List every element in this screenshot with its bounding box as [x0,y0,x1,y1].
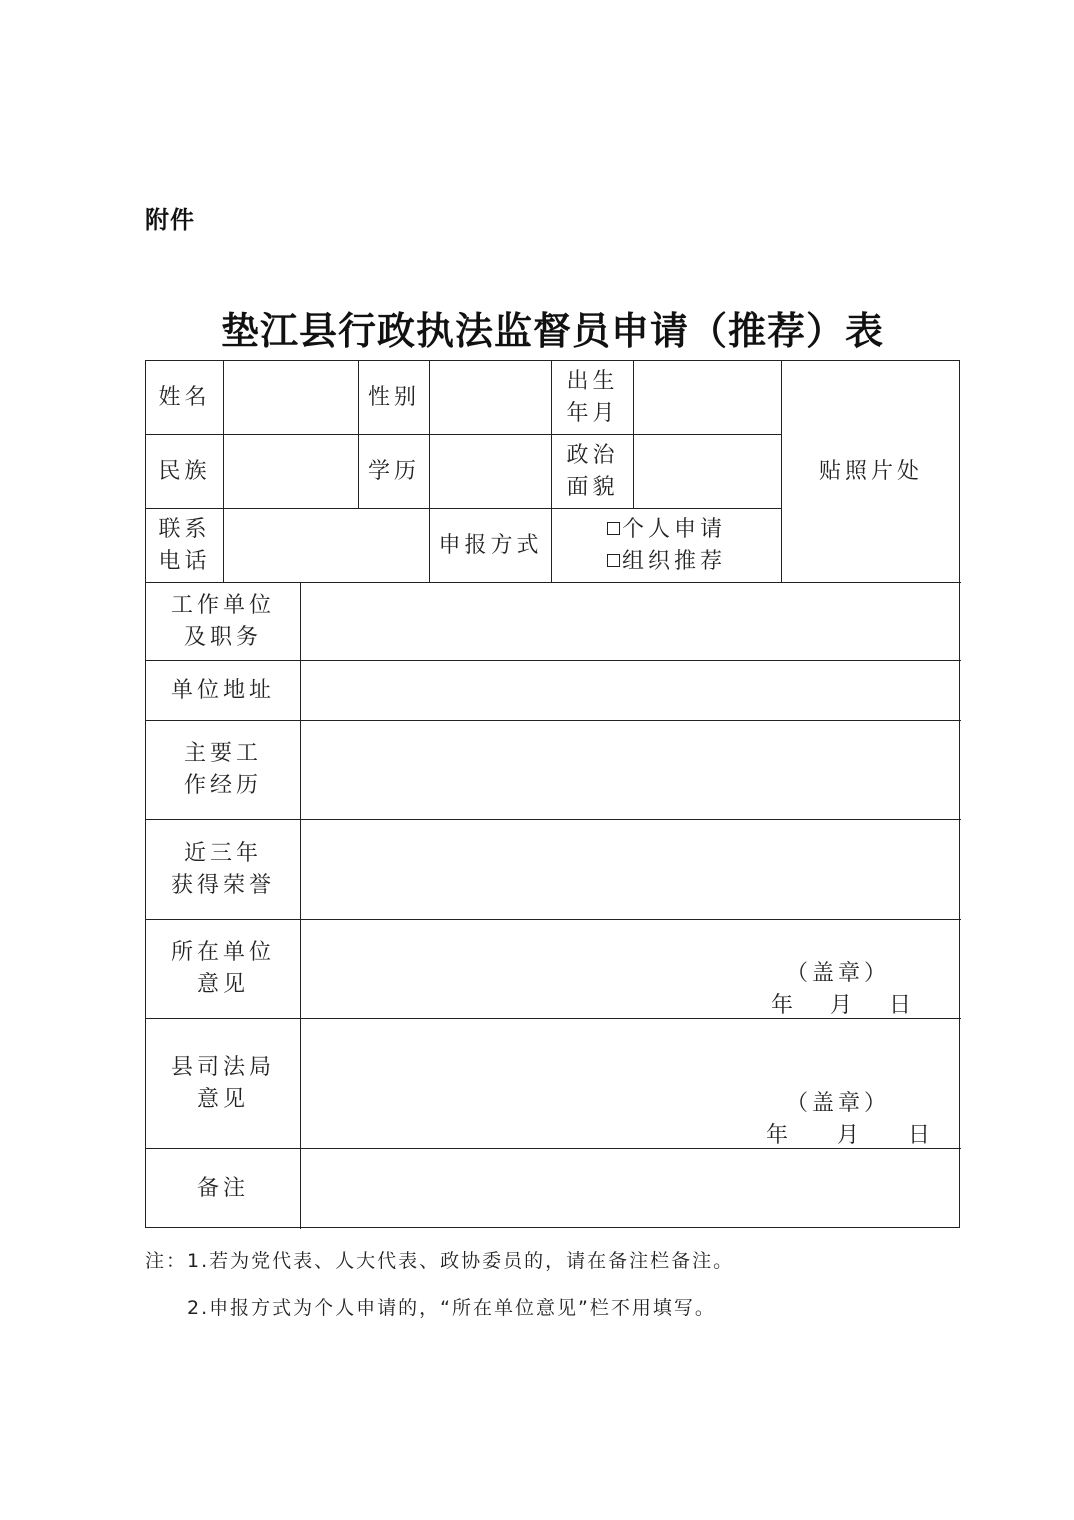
name-label: 姓名 [158,384,211,410]
note-1: 注：1.若为党代表、人大代表、政协委员的，请在备注栏备注。 [145,1250,735,1272]
honors-field[interactable] [301,820,960,919]
work-history-label: 主要工 作经历 [183,741,262,798]
bureau-date-text: 年 月 日 [766,1123,934,1148]
attachment-label: 附件 [145,206,195,234]
gender-field[interactable] [430,361,551,434]
application-form-table [145,360,960,1228]
photo-area[interactable]: 贴照片处 [818,458,923,484]
political-status-label: 政治 面貌 [566,442,619,500]
ethnicity-field[interactable] [224,435,358,508]
unit-seal-text: （盖章） [786,961,891,986]
remarks-label: 备注 [196,1175,249,1201]
birth-field[interactable] [634,361,781,434]
checkbox-icon[interactable] [607,522,620,535]
education-label: 学历 [367,458,420,484]
apply-method-label: 申报方式 [438,532,543,558]
work-history-field[interactable] [301,721,960,819]
unit-date-text: 年 月 日 [771,993,915,1018]
honors-label: 近三年 获得荣誉 [170,840,275,898]
bureau-seal-text: （盖章） [786,1091,891,1116]
checkbox-icon[interactable] [607,554,620,567]
unit-address-field[interactable] [301,661,960,720]
phone-label: 联系 电话 [158,516,211,574]
education-field[interactable] [430,435,551,508]
phone-field[interactable] [224,509,429,582]
apply-method-options [552,509,781,582]
work-unit-label: 工作单位 及职务 [170,592,275,650]
political-status-field[interactable] [634,435,781,508]
gender-label: 性别 [367,384,420,410]
remarks-field[interactable] [301,1149,960,1228]
work-unit-field[interactable] [301,583,960,660]
birth-label: 出生 年月 [566,368,619,426]
page-title: 垫江县行政执法监督员申请（推荐）表 [220,308,884,353]
name-field[interactable] [224,361,358,434]
option-personal[interactable]: 个人申请 [607,514,726,546]
unit-opinion-label: 所在单位 意见 [170,940,275,997]
note-2: 2.申报方式为个人申请的，“所在单位意见”栏不用填写。 [187,1297,716,1319]
bureau-opinion-label: 县司法局 意见 [170,1054,275,1112]
option-org[interactable]: 组织推荐 [607,546,726,578]
ethnicity-label: 民族 [158,458,211,484]
unit-address-label: 单位地址 [170,677,275,703]
